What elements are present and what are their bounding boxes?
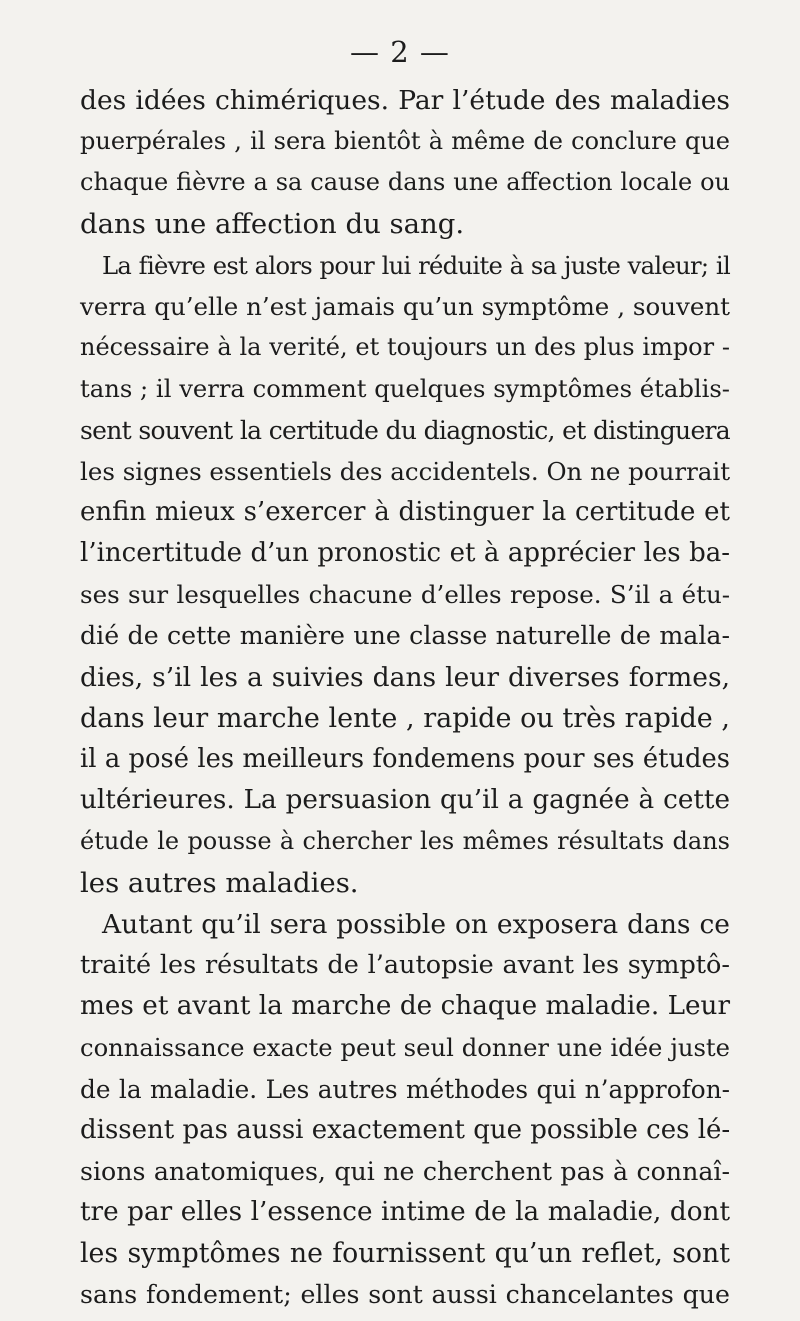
text-line: sans fondement; elles sont aussi chancelantes que bbox=[80, 1280, 730, 1310]
text-line: les signes essentiels des accidentels. On ne pourrait bbox=[80, 456, 731, 486]
text-line: tre par elles l’essence intime de la maladie, dont bbox=[80, 1197, 730, 1228]
text-line: dans une affection du sang. bbox=[80, 207, 465, 240]
body-text bbox=[80, 80, 730, 1316]
text-line: chaque fièvre a sa cause dans une affection locale ou bbox=[80, 168, 730, 197]
text-line: dié de cette manière une classe naturelle de mala- bbox=[80, 621, 730, 651]
text-line: enfin mieux s’exercer à distinguer la certitude et bbox=[80, 496, 730, 527]
text-line: des idées chimériques. Par l’étude des maladies bbox=[80, 85, 730, 116]
text-line: ultérieures. La persuasion qu’il a gagnée à cette bbox=[80, 785, 730, 816]
text-line: dissent pas aussi exactement que possible ces lé- bbox=[80, 1114, 731, 1145]
text-line: mes et avant la marche de chaque maladie. Leur bbox=[80, 991, 730, 1022]
text-line: les symptômes ne fournissent qu’un reflet, sont bbox=[80, 1238, 730, 1270]
text-line: puerpérales , il sera bientôt à même de conclure que bbox=[80, 127, 730, 156]
text-line: connaissance exacte peut seul donner une idée juste bbox=[80, 1033, 730, 1063]
text-line: traité les résultats de l’autopsie avant les symptô- bbox=[80, 949, 730, 980]
text-line: Autant qu’il sera possible on exposera dans ce bbox=[102, 908, 730, 940]
text-line: sions anatomiques, qui ne cherchent pas à connaî- bbox=[80, 1156, 730, 1186]
text-line: verra qu’elle n’est jamais qu’un symptôme , souvent bbox=[80, 291, 730, 321]
text-line: nécessaire à la verité, et toujours un des plus impor - bbox=[80, 333, 730, 362]
text-line: sent souvent la certitude du diagnostic, et distinguera bbox=[80, 415, 730, 445]
page-number: — 2 — bbox=[350, 35, 450, 69]
text-line: les autres maladies. bbox=[80, 866, 359, 899]
text-line: l’incertitude d’un pronostic et à apprécier les ba- bbox=[80, 538, 730, 569]
text-line: La fièvre est alors pour lui réduite à sa juste valeur; il bbox=[102, 250, 730, 280]
text-line: dans leur marche lente , rapide ou très rapide , bbox=[80, 702, 730, 734]
text-line: dies, s’il les a suivies dans leur diverses formes, bbox=[80, 661, 730, 693]
text-line: ses sur lesquelles chacune d’elles repose. S’il a étu- bbox=[80, 580, 730, 610]
text-line: de la maladie. Les autres méthodes qui n’approfon- bbox=[80, 1074, 730, 1104]
text-line: tans ; il verra comment quelques symptômes établis- bbox=[80, 374, 730, 404]
text-line: il a posé les meilleurs fondemens pour ses études bbox=[80, 744, 730, 774]
text-line: étude le pousse à chercher les mêmes résultats dans bbox=[80, 827, 730, 856]
